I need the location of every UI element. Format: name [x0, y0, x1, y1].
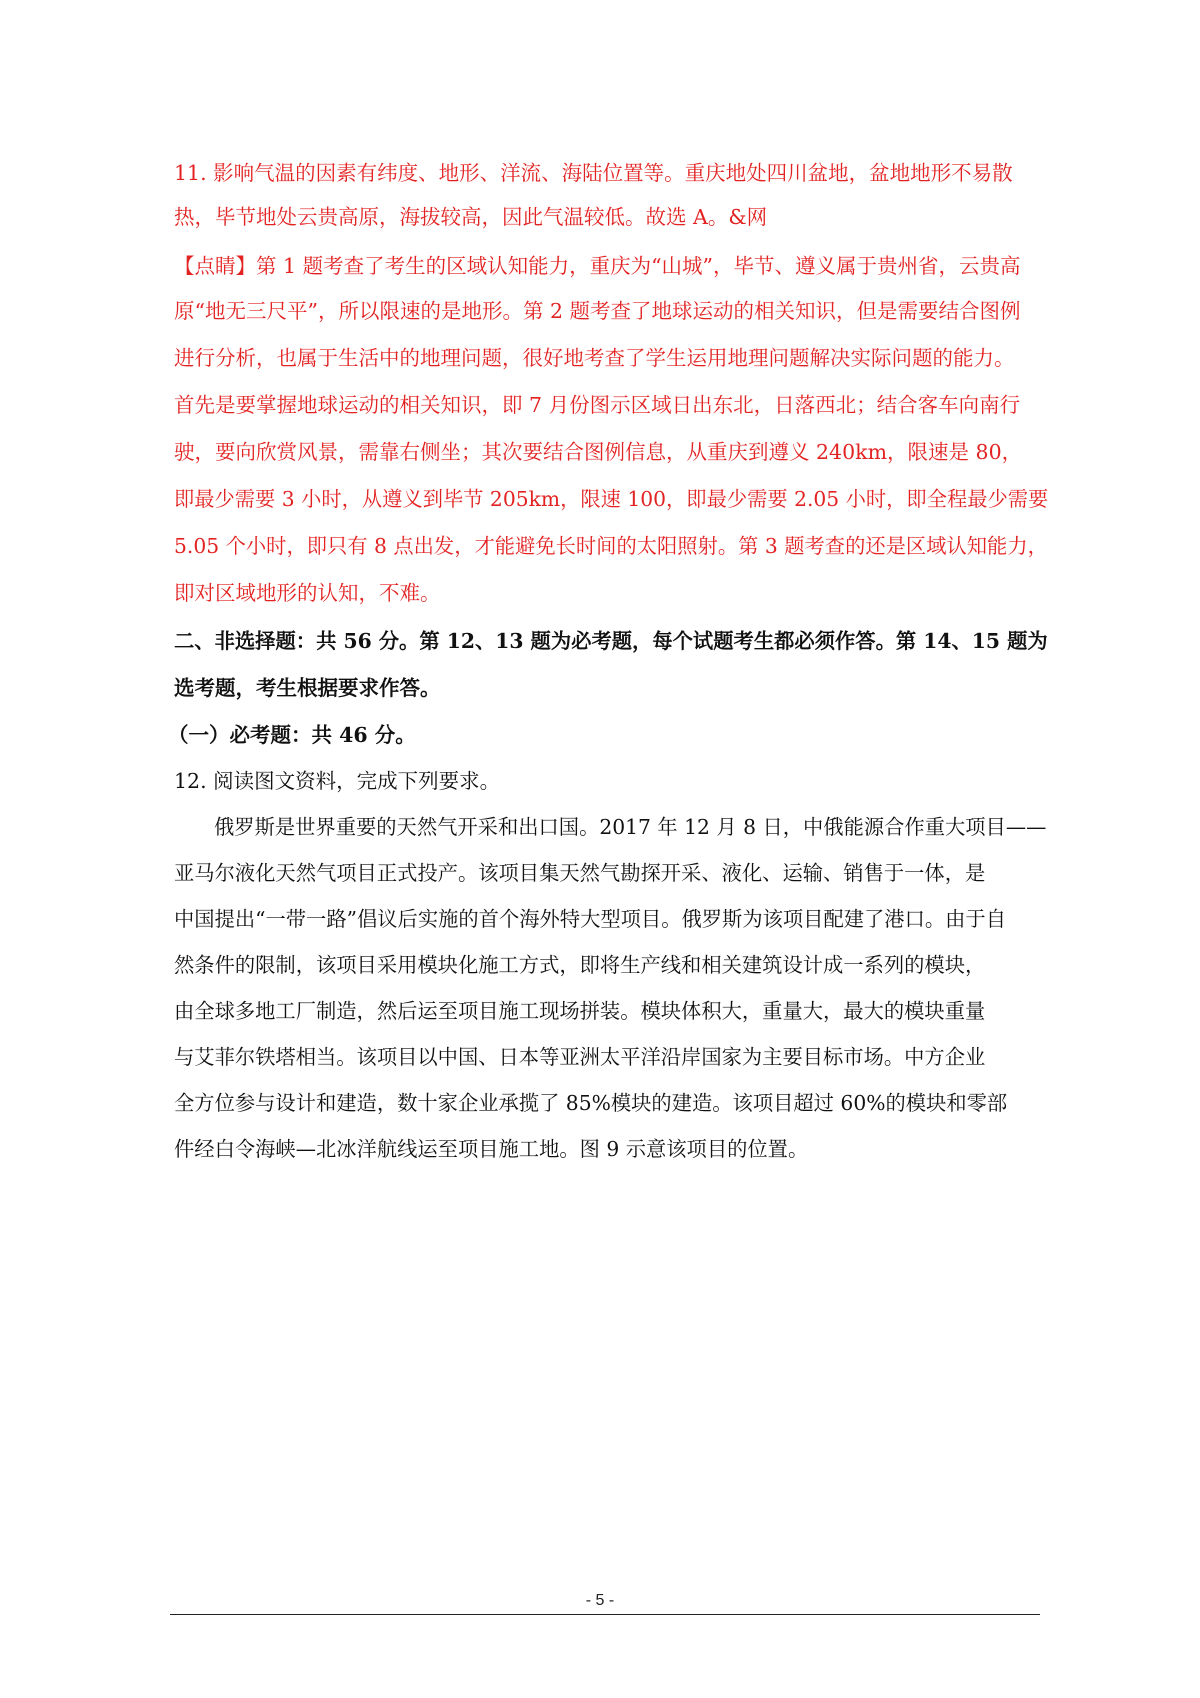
passage-line-1: 俄罗斯是世界重要的天然气开采和出口国。2017 年 12 月 8 日，中俄能源合作重大项目——: [214, 815, 1047, 839]
commentary-line-1: 【点睛】第 1 题考查了考生的区域认知能力，重庆为“山城”，毕节、遵义属于贵州省，云贵高: [174, 254, 1021, 278]
passage-line-8: 件经白令海峡—北冰洋航线运至项目施工地。图 9 示意该项目的位置。: [174, 1137, 809, 1161]
passage-line-7: 全方位参与设计和建造，数十家企业承揽了 85%模块的建造。该项目超过 60%的模块和零部: [174, 1091, 1008, 1115]
answer-11-line-2: 热，毕节地处云贵高原，海拔较高，因此气温较低。故选 A。&网: [174, 205, 768, 229]
passage-line-4: 然条件的限制，该项目采用模块化施工方式，即将生产线和相关建筑设计成一系列的模块，: [174, 953, 986, 977]
commentary-line-8: 即对区域地形的认知，不难。: [174, 581, 441, 605]
commentary-line-4: 首先是要掌握地球运动的相关知识，即 7 月份图示区域日出东北，日落西北；结合客车向南行: [174, 393, 1021, 417]
passage-line-5: 由全球多地工厂制造，然后运至项目施工现场拼装。模块体积大，重量大，最大的模块重量: [174, 999, 986, 1023]
footer-divider: [170, 1614, 1040, 1615]
commentary-line-3: 进行分析，也属于生活中的地理问题，很好地考查了学生运用地理问题解决实际问题的能力。: [174, 346, 1015, 370]
passage-line-6: 与艾菲尔铁塔相当。该项目以中国、日本等亚洲太平洋沿岸国家为主要目标市场。中方企业: [174, 1045, 986, 1069]
passage-line-2: 亚马尔液化天然气项目正式投产。该项目集天然气勘探开采、液化、运输、销售于一体，是: [174, 861, 986, 885]
passage-line-3: 中国提出“一带一路”倡议后实施的首个海外特大型项目。俄罗斯为该项目配建了港口。由于自: [174, 907, 1006, 931]
commentary-line-5: 驶，要向欣赏风景，需靠右侧坐；其次要结合图例信息，从重庆到遵义 240km，限速是 80，: [174, 440, 1023, 464]
question-12-prompt: 12. 阅读图文资料，完成下列要求。: [174, 769, 501, 793]
commentary-line-7: 5.05 个小时，即只有 8 点出发，才能避免长时间的太阳照射。第 3 题考查的还是区域认知能力，: [174, 534, 1048, 558]
required-questions-subheading: （一）必考题：共 46 分。: [168, 723, 416, 747]
commentary-line-2: 原“地无三尺平”，所以限速的是地形。第 2 题考查了地球运动的相关知识，但是需要结合图例: [174, 299, 1021, 323]
section-two-heading-line-1: 二、非选择题：共 56 分。第 12、13 题为必考题，每个试题考生都必须作答。第 14、15 题为: [174, 629, 1048, 653]
commentary-line-6: 即最少需要 3 小时，从遵义到毕节 205km，限速 100，即最少需要 2.05 小时，即全程最少需要: [174, 487, 1049, 511]
section-two-heading-line-2: 选考题，考生根据要求作答。: [174, 676, 441, 700]
answer-11-line-1: 11. 影响气温的因素有纬度、地形、洋流、海陆位置等。重庆地处四川盆地，盆地地形不易散: [174, 161, 1013, 185]
page-number: - 5 -: [585, 1592, 615, 1609]
